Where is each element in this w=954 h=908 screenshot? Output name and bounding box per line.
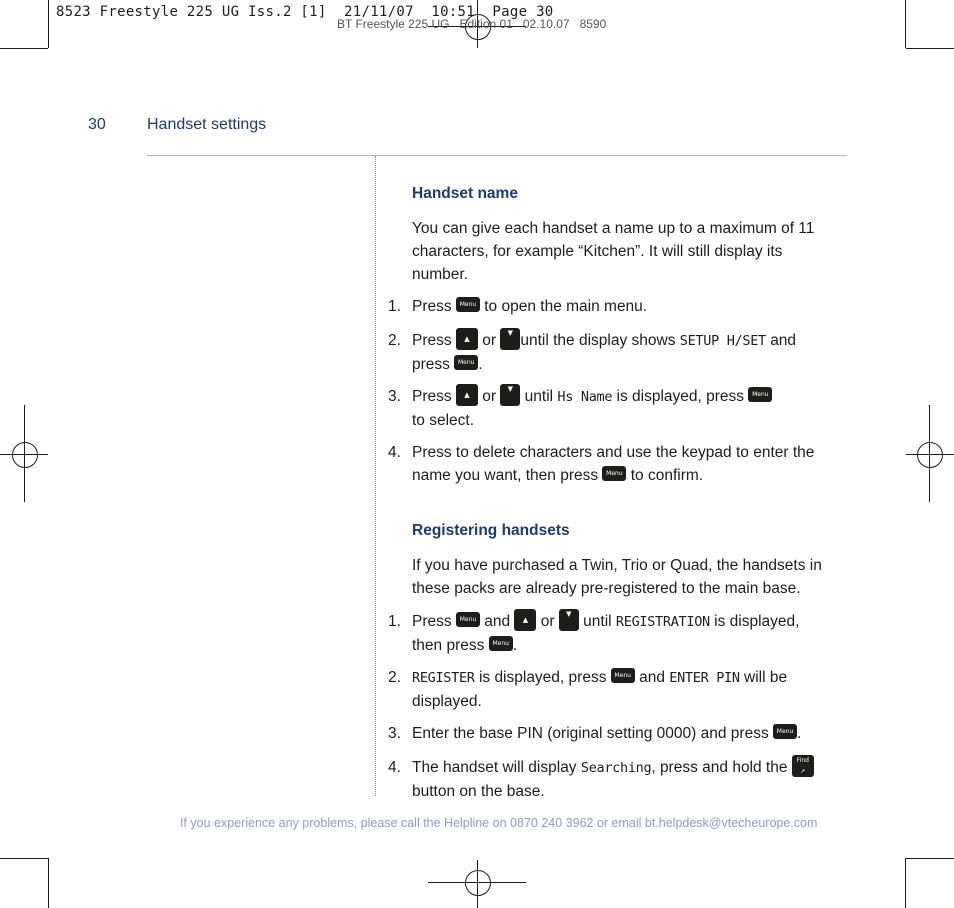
step-number: 1. [388,613,401,630]
menu-key-icon: Menu [602,466,626,481]
header-rule [147,155,847,156]
step-text: to select. [412,412,475,429]
display-text: ENTER PIN [669,670,740,686]
menu-key-icon: Menu [456,297,480,312]
display-text: Searching [580,760,652,776]
crop-mark [48,858,49,908]
step-text: or [482,332,497,349]
step-text: then press [412,637,485,654]
step-text: press [412,356,450,373]
step-number: 3. [388,388,401,405]
display-text: REGISTER [412,670,475,686]
step-text: or [540,613,555,630]
step-text: to confirm. [630,467,704,484]
step-text: button on the base. [412,783,545,800]
down-arrow-key-icon: ▼ [500,384,520,406]
step-text: until [524,388,554,405]
down-arrow-key-icon: ▼ [559,609,579,631]
up-arrow-key-icon: ▲ [456,384,478,406]
heading-registering-handsets: Registering handsets [412,522,570,539]
slug-line: 8523 Freestyle 225 UG Iss.2 [1] 21/11/07 10:51 Page 30 [56,4,554,20]
display-text: REGISTRATION [615,614,710,630]
display-text: Hs Name [557,389,613,405]
up-arrow-key-icon: ▲ [456,328,478,350]
registration-circle [465,870,491,896]
step-text: Enter the base PIN (original setting 0000) and press [412,725,769,742]
up-arrow-key-icon: ▲ [514,609,536,631]
step-text: Press [412,613,452,630]
step-text: and [639,669,665,686]
menu-key-icon: Menu [456,612,480,627]
crop-mark [0,858,48,859]
step-text: to open the main menu. [484,298,648,315]
registration-circle [12,442,38,468]
step-text: is displayed, [714,613,800,630]
step-text: or [482,388,497,405]
step-text: Press [412,332,452,349]
step-number: 1. [388,298,401,315]
step-number: 2. [388,669,401,686]
step-number: 4. [388,759,401,776]
step-number: 3. [388,725,401,742]
crop-mark [905,858,906,908]
crop-mark [48,0,49,48]
menu-key-icon: Menu [748,387,772,402]
heading-handset-name: Handset name [412,185,518,202]
section-title: Handset settings [147,116,267,133]
menu-key-icon: Menu [773,724,797,739]
column-divider [375,156,376,796]
menu-key-icon: Menu [489,636,513,651]
crop-mark [906,48,954,49]
step-number: 4. [388,444,401,461]
crop-mark [0,48,48,49]
step-text: and [484,613,511,630]
step-text: and [770,332,797,349]
page-handset-key-icon: Find ↗ [792,755,814,777]
step-text: . [512,637,518,654]
step-text: until the display shows [520,332,676,349]
menu-key-icon: Menu [454,355,478,370]
display-text: SETUP H/SET [679,333,766,349]
step-text: will be displayed. [412,669,788,710]
crop-mark [906,858,954,859]
registering-intro: If you have purchased a Twin, Trio or Quad, the handsets in these packs are already pre-registered to the main base. [412,557,822,597]
menu-key-icon: Menu [611,668,635,683]
down-arrow-key-icon: ▼ [500,328,520,350]
step-text: Press [412,388,452,405]
step-text: Press [412,298,452,315]
handset-name-intro: You can give each handset a name up to a maximum of 11 characters, for example “Kitchen”. It will still display its number. [412,220,815,283]
step-text: is displayed, press [616,388,745,405]
crop-mark [905,0,906,48]
registration-circle [917,442,943,468]
slug-ghost-line: BT Freestyle 225 UG Edition 01 02.10.07 8590 [337,17,607,31]
step-text: is displayed, press [478,669,607,686]
page-key-label: Find [796,756,809,764]
step-number: 2. [388,332,401,349]
step-text: , press and hold the [651,759,788,776]
step-text: . [797,725,802,742]
step-text: The handset will display [412,759,577,776]
step-text: until [583,613,612,630]
step-text: Press to delete characters and use the keypad to enter the name you want, then press [412,444,815,484]
page-number: 30 [88,116,106,133]
footer-helpline: If you experience any problems, please call the Helpline on 0870 240 3962 or email bt.helpdesk@vtecheurope.com [180,816,818,830]
step-text: . [478,356,483,373]
